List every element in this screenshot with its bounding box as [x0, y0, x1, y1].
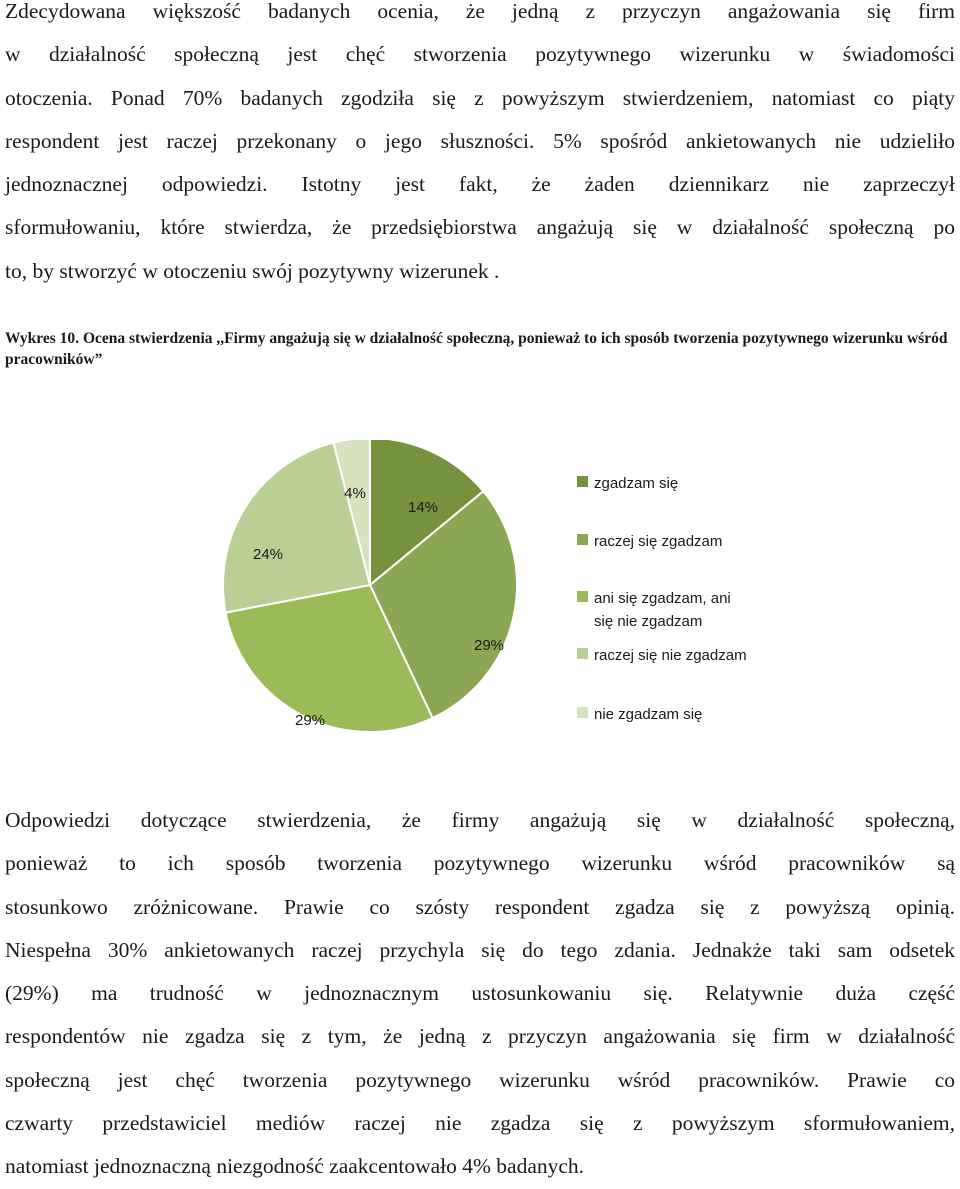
- legend-label: ani się zgadzam, ani: [594, 590, 731, 607]
- text-line: respondent jest raczej przekonany o jego słuszności. 5% spośród ankietowanych nie udzieliło: [5, 128, 955, 153]
- text-line: czwarty przedstawiciel mediów raczej nie zgadza się z powyższym sformułowaniem,: [5, 1111, 955, 1136]
- text-line: w działalność społeczną jest chęć stworzenia pozytywnego wizerunku w świadomości: [5, 42, 955, 67]
- text-line: społeczną jest chęć tworzenia pozytywnego wizerunku wśród pracowników. Prawie co: [5, 1067, 955, 1092]
- slice-data-label: 24%: [252, 546, 284, 563]
- legend-label: raczej się zgadzam: [594, 533, 723, 550]
- slice-data-label: 29%: [294, 712, 326, 729]
- text-line: stosunkowo zróżnicowane. Prawie co szósty respondent zgadza się z powyższą opinią.: [5, 894, 955, 919]
- legend-swatch: [577, 534, 588, 545]
- chart-caption: [5, 328, 955, 370]
- text-line: natomiast jednoznaczną niezgodność zaakcentowało 4% badanych.: [5, 1154, 585, 1179]
- caption-text: Ocena stwierdzenia ,,Firmy angażują się w działalność społeczną, ponieważ to ich sposób tworzenia pozytywnego wizerunku wśród pracowników”: [5, 330, 948, 368]
- legend-swatch: [577, 648, 588, 659]
- caption-label: Wykres 10.: [5, 330, 80, 347]
- top-paragraph: [5, 0, 955, 293]
- legend-swatch: [577, 476, 588, 487]
- legend-label: zgadzam się: [594, 475, 679, 492]
- text-line: to, by stworzyć w otoczeniu swój pozytywny wizerunek .: [5, 258, 500, 283]
- pie-chart: [0, 440, 960, 780]
- legend-swatch: [577, 707, 588, 718]
- legend-label: nie zgadzam się: [594, 706, 703, 723]
- pie-slices: [223, 440, 517, 732]
- text-line: jednoznacznej odpowiedzi. Istotny jest fakt, że żaden dziennikarz nie zaprzeczył: [5, 172, 955, 197]
- slice-data-label: 4%: [344, 485, 366, 502]
- text-line: ponieważ to ich sposób tworzenia pozytywnego wizerunku wśród pracowników są: [5, 851, 955, 876]
- slice-data-label: 14%: [407, 499, 439, 516]
- text-line: Zdecydowana większość badanych ocenia, że jedną z przyczyn angażowania się firm: [5, 0, 955, 23]
- text-line: (29%) ma trudność w jednoznacznym ustosunkowaniu się. Relatywnie duża część: [5, 981, 955, 1006]
- bottom-paragraph: [5, 799, 955, 1189]
- text-line: respondentów nie zgadza się z tym, że jedną z przyczyn angażowania się firm w działalność: [5, 1024, 955, 1049]
- text-line: sformułowaniu, które stwierdza, że przedsiębiorstwa angażują się w działalność społeczną po: [5, 215, 955, 240]
- legend-swatch: [577, 591, 588, 602]
- text-line: Odpowiedzi dotyczące stwierdzenia, że firmy angażują się w działalność społeczną,: [5, 808, 955, 832]
- text-line: Niespełna 30% ankietowanych raczej przychyla się do tego zdania. Jednakże taki sam odsetek: [5, 937, 955, 962]
- slice-data-label: 29%: [473, 637, 505, 654]
- chart-legend: [577, 475, 747, 723]
- legend-label: się nie zgadzam: [594, 613, 703, 630]
- legend-label: raczej się nie zgadzam: [594, 647, 747, 664]
- text-line: otoczenia. Ponad 70% badanych zgodziła się z powyższym stwierdzeniem, natomiast co piąty: [5, 85, 955, 110]
